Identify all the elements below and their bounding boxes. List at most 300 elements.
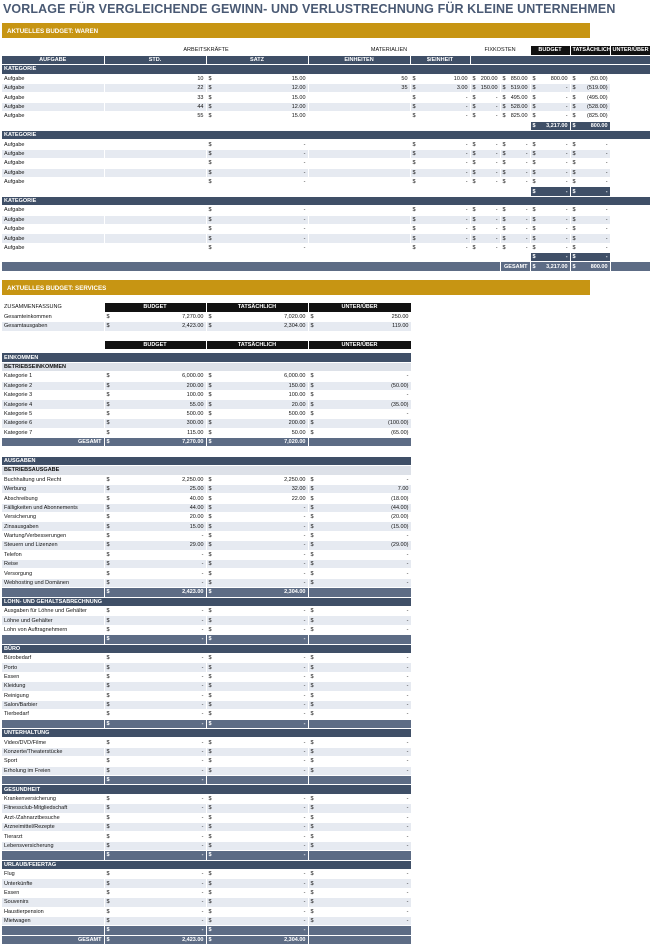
table-cell: $ - [308,616,411,625]
table-cell: $ - [530,84,570,93]
table-cell: $ 3.00 [410,84,470,93]
row-label: Arzneimittel/Rezepte [2,822,104,831]
table-cell: $ - [104,578,206,587]
table-cell: $ (495.00) [570,93,610,102]
table-row [2,916,411,925]
table-cell: $ - [530,234,570,243]
subtotal-row [2,121,650,130]
column-header: BUDGET [104,341,206,350]
table-cell: $ 10.00 [410,74,470,83]
table-cell: $ - [570,159,610,168]
table-cell [308,243,410,252]
table-cell: $ - [410,206,470,215]
table-row [2,607,411,616]
group-label: FIXKOSTEN [470,46,530,55]
table-cell: $ - [206,215,308,224]
table-cell: $ - [500,215,530,224]
table-cell: 22 [104,84,206,93]
grand-total-actual: $ 800.00 [570,262,610,271]
table-cell: $ - [308,607,411,616]
table-cell [2,262,500,271]
table-cell: $ (65.00) [308,428,411,437]
summary-label: ZUSAMMENFASSUNG [2,303,104,312]
table-cell: $ - [308,663,411,672]
table-cell: $ - [500,149,530,158]
table-row [2,804,411,813]
row-label: Krankenversicherung [2,794,104,803]
row-label: Flug [2,869,104,878]
table-cell: $ - [206,738,308,747]
page-title: VORLAGE FÜR VERGLEICHENDE GEWINN- UND VERLUSTRECHNUNG FÜR KLEINE UNTERNEHMEN [3,2,616,16]
table-cell: $ - [206,149,308,158]
table-row [2,663,411,672]
table-cell: $ (29.00) [308,541,411,550]
table-cell: $ (15.00) [308,522,411,531]
total-actual: $ 2,304.00 [206,588,308,597]
row-label: Fitnessclub-Mitgliedschaft [2,804,104,813]
table-cell: $ - [530,224,570,233]
table-cell: $ - [470,234,500,243]
row-label: Abschreibung [2,494,104,503]
table-cell: $ 2,304.00 [206,322,308,331]
row-label: Löhne und Gehälter [2,616,104,625]
table-cell: $ 29.00 [104,541,206,550]
table-cell: $ 100.00 [104,391,206,400]
table-cell: $ - [530,168,570,177]
table-cell: $ - [308,578,411,587]
table-cell: $ - [308,569,411,578]
table-cell: $ - [470,140,500,149]
table-cell [308,168,410,177]
row-label: Fälligkeiten und Abonnements [2,503,104,512]
table-cell: $ - [104,832,206,841]
table-row [2,907,411,916]
column-header: TATSÄCHLICH [570,46,610,55]
table-cell: $ - [570,206,610,215]
table-row [2,569,411,578]
table-cell: $ - [104,888,206,897]
table-cell: $ - [570,177,610,186]
table-cell: $ - [206,234,308,243]
column-header: UNTER/ÜBER [610,46,650,55]
table-cell: $ 150.00 [206,381,308,390]
table-cell: $ - [570,224,610,233]
table-cell: $ - [104,822,206,831]
category-label: GESUNDHEIT [2,785,411,794]
subtotal-actual: $ - [570,187,610,196]
table-cell: $ 40.00 [104,494,206,503]
table-cell [104,140,206,149]
table-cell: $ - [410,177,470,186]
expense-group-header [2,644,411,653]
table-row [2,531,411,540]
subcategory-label: BETRIEBSAUSGABE [2,466,411,475]
table-cell: $ - [104,841,206,850]
table-cell: $ - [206,513,308,522]
table-row [2,832,411,841]
table-cell: $ 25.00 [104,484,206,493]
subtotal-budget: $ - [530,253,570,262]
table-cell: $ 150.00 [470,84,500,93]
table-cell: $ - [570,168,610,177]
table-cell: $ - [530,149,570,158]
table-cell [308,935,411,944]
table-cell: $ - [206,522,308,531]
table-row [2,224,650,233]
table-cell: $ - [206,879,308,888]
total-budget: $ 2,423.00 [104,588,206,597]
table-row [2,710,411,719]
spacer [2,447,411,456]
table-row [2,140,650,149]
table-cell: $ - [500,177,530,186]
grand-total-label: GESAMT [500,262,530,271]
table-cell: $ 7,270.00 [104,312,206,321]
table-cell [104,177,206,186]
row-label: Kategorie 3 [2,391,104,400]
total-actual: $ - [206,719,308,728]
table-row [2,372,411,381]
table-cell: 50 [308,74,410,83]
table-cell: $ - [470,112,500,121]
table-cell [308,206,410,215]
table-cell: $ - [570,140,610,149]
task-name: Aufgabe [2,93,104,102]
table-cell: $ - [206,710,308,719]
table-cell: $ - [410,168,470,177]
table-cell [308,177,410,186]
table-cell: $ 44.00 [104,503,206,512]
group-label: MATERIALIEN [308,46,470,55]
table-cell: $ - [104,550,206,559]
table-row [2,625,411,634]
table-cell [104,243,206,252]
total-actual: $ 7,020.00 [206,437,308,446]
table-cell: $ - [530,177,570,186]
table-row [2,522,411,531]
table-cell: $ - [206,794,308,803]
table-cell: $ 250.00 [308,312,411,321]
table-cell: $ - [104,653,206,662]
row-label: Salon/Barbier [2,700,104,709]
table-cell [308,719,411,728]
table-cell: $ - [470,159,500,168]
row-label: Konzerte/Theaterstücke [2,747,104,756]
row-label: Steuern und Lizenzen [2,541,104,550]
expense-group-header [2,785,411,794]
table-cell: $ - [470,224,500,233]
table-cell: $ - [570,149,610,158]
table-cell: $ (50.00) [570,74,610,83]
table-row [2,102,650,111]
task-name: Aufgabe [2,177,104,186]
table-row [2,503,411,512]
table-row [2,400,411,409]
table-cell: $ - [470,243,500,252]
table-cell: $ - [206,531,308,540]
table-cell: $ - [104,710,206,719]
total-row [2,935,411,944]
expense-group-header [2,597,411,606]
table-cell: $ - [104,879,206,888]
column-header: BUDGET [104,303,206,312]
table-cell: $ - [308,832,411,841]
table-cell [104,234,206,243]
table-row [2,84,650,93]
task-name: Aufgabe [2,112,104,121]
table-cell: $ - [104,569,206,578]
table-cell: $ - [206,560,308,569]
column-header: UNTER/ÜBER [308,303,411,312]
table-row [2,475,411,484]
summary-header [2,303,411,312]
task-name: Aufgabe [2,84,104,93]
total-row [2,719,411,728]
table-cell: $ - [206,691,308,700]
table-cell: $ - [470,93,500,102]
table-cell: $ - [206,766,308,775]
table-cell: $ - [500,140,530,149]
table-cell: $ - [530,140,570,149]
total-row [2,851,411,860]
grand-total-budget: $ 3,217.00 [530,262,570,271]
table-row [2,159,650,168]
row-label: Lohn von Auftragnehmern [2,625,104,634]
table-cell: $ - [104,663,206,672]
table-cell: $ (100.00) [308,419,411,428]
table-cell: $ 200.00 [104,381,206,390]
table-cell: $ - [308,691,411,700]
table-row [2,578,411,587]
column-header: AUFGABE [2,55,104,64]
table-cell: $ - [104,691,206,700]
table-cell [104,149,206,158]
table-row [2,93,650,102]
table-cell: $ 495.00 [500,93,530,102]
table-cell: $ - [308,869,411,878]
table-row [2,898,411,907]
table-cell: $ (20.00) [308,513,411,522]
income-header [2,353,411,362]
column-header: TATSÄCHLICH [206,303,308,312]
table-cell [2,341,104,350]
goods-table [2,46,651,272]
table-cell: $ - [104,560,206,569]
table-cell: $ 850.00 [500,74,530,83]
table-cell: $ - [308,916,411,925]
total-budget: $ 7,270.00 [104,437,206,446]
table-row [2,672,411,681]
table-cell: $ - [104,747,206,756]
table-cell: $ 100.00 [206,391,308,400]
table-cell: $ - [104,757,206,766]
table-cell: $ - [206,616,308,625]
table-cell: $ - [206,578,308,587]
row-label: Wartung/Verbesserungen [2,531,104,540]
table-cell [308,635,411,644]
column-header-row [2,341,411,350]
table-row [2,682,411,691]
category-label: KATEGORIE [2,196,650,205]
table-cell: $ - [410,102,470,111]
table-cell: $ - [206,916,308,925]
table-row [2,794,411,803]
table-cell: $ - [206,672,308,681]
table-row [2,513,411,522]
subtotal-budget: $ 3,217.00 [530,121,570,130]
table-cell: $ - [308,794,411,803]
subtotal-row [2,253,650,262]
table-cell: $ - [308,672,411,681]
task-name: Aufgabe [2,140,104,149]
table-cell: $ (825.00) [570,112,610,121]
category-header [2,196,650,205]
total-budget: $ - [104,719,206,728]
table-cell: $ 800.00 [530,74,570,83]
table-cell: $ - [206,569,308,578]
table-cell: 55 [104,112,206,121]
table-cell [2,46,104,55]
table-cell: $ - [308,409,411,418]
table-row [2,243,650,252]
table-cell: $ - [104,738,206,747]
row-label: Reinigung [2,691,104,700]
table-cell: $ - [104,625,206,634]
subcategory-header [2,466,411,475]
category-label: EINKOMMEN [2,353,411,362]
task-name: Aufgabe [2,159,104,168]
table-cell: $ - [500,206,530,215]
column-header: UNTER/ÜBER [308,341,411,350]
table-cell: $ - [308,888,411,897]
table-row [2,738,411,747]
table-cell: $ - [500,168,530,177]
table-row [2,322,411,331]
table-row [2,879,411,888]
table-row [2,888,411,897]
table-cell: $ - [308,682,411,691]
table-cell: $ - [206,822,308,831]
table-cell: $ - [470,206,500,215]
table-cell: $ - [206,813,308,822]
table-cell: $ 15.00 [206,74,308,83]
table-cell [2,187,530,196]
table-cell: $ - [206,700,308,709]
table-cell [308,112,410,121]
task-name: Aufgabe [2,234,104,243]
table-cell: $ - [410,140,470,149]
table-row [2,391,411,400]
table-cell: $ - [206,841,308,850]
row-label: Versorgung [2,569,104,578]
table-row [2,747,411,756]
table-row [2,550,411,559]
table-cell: $ - [500,224,530,233]
header-row-sub [2,55,650,64]
table-cell: $ - [308,822,411,831]
table-row [2,419,411,428]
table-cell: $ - [308,879,411,888]
table-cell: $ - [308,766,411,775]
table-cell: $ - [206,663,308,672]
table-cell: $ - [308,475,411,484]
task-name: Aufgabe [2,102,104,111]
table-row [2,215,650,224]
table-cell: $ 300.00 [104,419,206,428]
row-label: Kategorie 7 [2,428,104,437]
table-cell: $ - [206,682,308,691]
table-cell [308,851,411,860]
table-row [2,869,411,878]
table-cell: $ 20.00 [104,513,206,522]
task-name: Aufgabe [2,74,104,83]
row-label: Porto [2,663,104,672]
table-cell: $ (44.00) [308,503,411,512]
table-cell [2,121,530,130]
table-cell: 35 [308,84,410,93]
table-cell: 33 [104,93,206,102]
table-cell: $ 500.00 [206,409,308,418]
table-cell: $ 2,250.00 [104,475,206,484]
table-cell: $ - [530,159,570,168]
table-cell: $ - [308,372,411,381]
row-label: Gesamteinkommen [2,312,104,321]
table-cell: $ - [206,607,308,616]
table-cell: $ - [308,625,411,634]
subcategory-header [2,362,411,371]
category-label: BÜRO [2,644,411,653]
table-cell: $ - [206,907,308,916]
table-cell: $ 22.00 [206,494,308,503]
total-label [2,851,104,860]
grand-total-row [2,262,650,271]
table-cell: $ - [206,804,308,813]
total-actual [206,776,308,785]
table-cell [308,437,411,446]
table-cell [308,588,411,597]
table-cell: $ - [470,168,500,177]
table-cell: $ 12.00 [206,102,308,111]
table-cell [104,224,206,233]
table-cell: $ - [570,234,610,243]
table-cell: $ - [570,243,610,252]
table-row [2,484,411,493]
table-cell: $ - [104,794,206,803]
table-cell: $ 15.00 [206,112,308,121]
section-bar-goods: AKTUELLES BUDGET: WAREN [2,23,590,38]
row-label: Unterkünfte [2,879,104,888]
table-cell [308,93,410,102]
table-cell: $ - [410,93,470,102]
table-cell: $ - [104,907,206,916]
task-name: Aufgabe [2,149,104,158]
column-header: TATSÄCHLICH [206,341,308,350]
table-row [2,841,411,850]
table-cell: $ - [308,391,411,400]
table-cell: $ - [410,224,470,233]
table-cell [308,140,410,149]
column-header: EINHEITEN [308,55,410,64]
table-cell: $ - [308,898,411,907]
table-cell: $ - [206,625,308,634]
table-cell [610,253,650,262]
expenses-header [2,456,411,465]
table-cell: $ - [104,607,206,616]
header-row-groups [2,46,650,55]
table-cell: $ (18.00) [308,494,411,503]
total-label: GESAMT [2,935,104,944]
table-cell: $ - [410,149,470,158]
